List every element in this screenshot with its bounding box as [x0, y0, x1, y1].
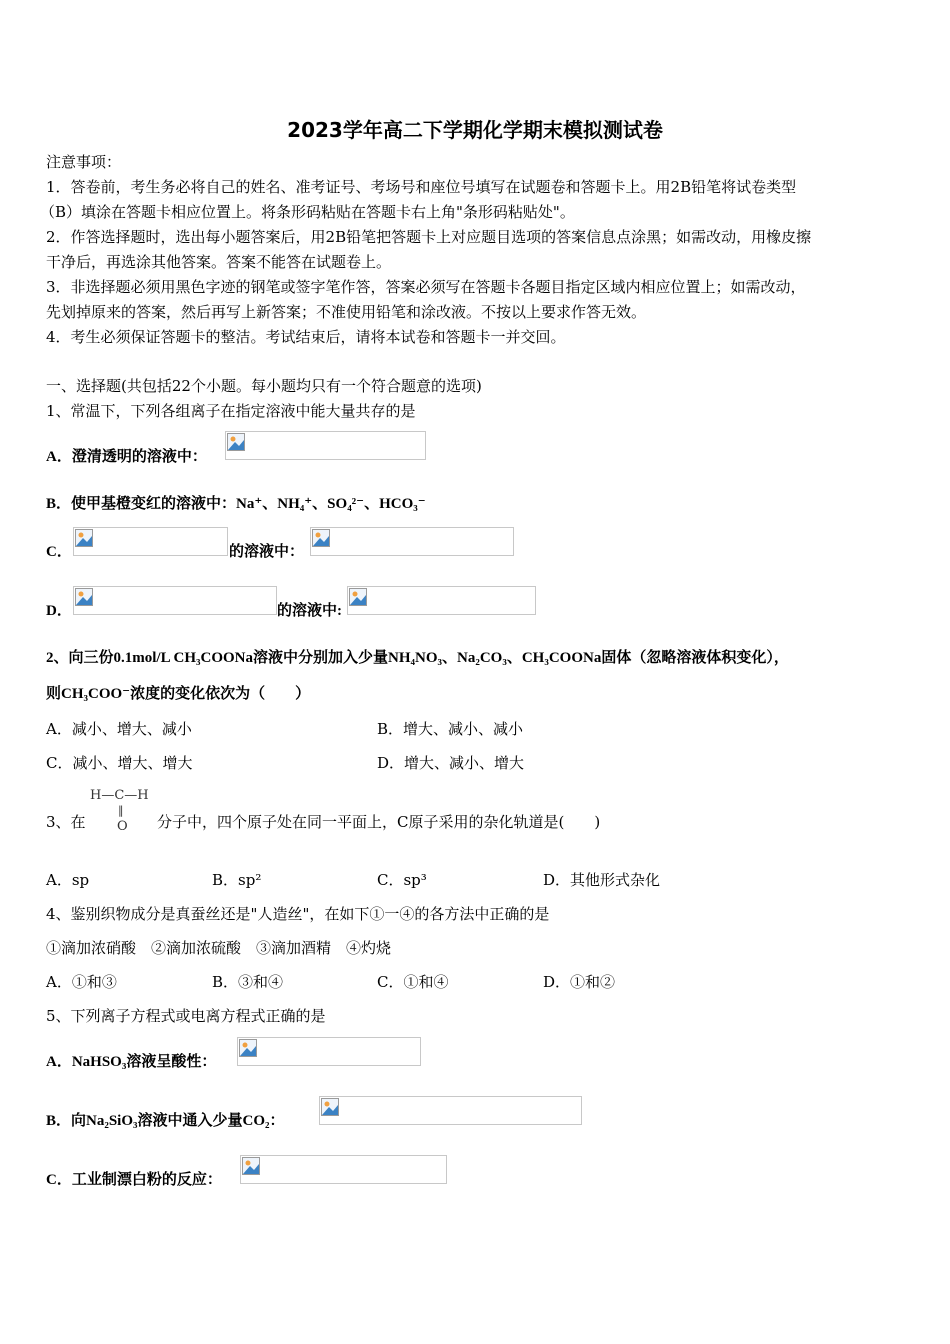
q5-option-a: A．NaHSO₃溶液呈酸性： [46, 1054, 217, 1070]
q4-option-d: D．①和② [543, 973, 616, 991]
q1-stem: 1、常温下，下列各组离子在指定溶液中能大量共存的是 [46, 402, 416, 420]
q1-option-c: C． [46, 544, 72, 560]
q5-stem: 5、下列离子方程式或电离方程式正确的是 [46, 1007, 326, 1025]
q3-option-d: D．其他形式杂化 [543, 871, 661, 889]
q5-c-equation-image [240, 1155, 447, 1184]
q4-option-b: B．③和④ [212, 973, 284, 991]
q1-option-a: A．澄清透明的溶液中： [46, 449, 207, 465]
q2-option-b: B．增大、减小、减小 [377, 720, 524, 738]
notice-line-6: 先划掉原来的答案，然后再写上新答案；不准使用铅笔和涂改液。不按以上要求作答无效。 [46, 303, 647, 321]
q1-d-formula-image-2 [347, 586, 536, 615]
q2-option-a: A．减小、增大、减小 [46, 720, 192, 738]
broken-image-icon [321, 1098, 339, 1116]
broken-image-icon [239, 1039, 257, 1057]
q2-stem-line-2: 则CH₃COO⁻浓度的变化依次为（ ） [46, 686, 311, 702]
q1-a-formula-image [225, 431, 426, 460]
notice-line-4: 干净后，再选涂其他答案。答案不能答在试题卷上。 [46, 253, 392, 271]
q1-d-formula-image-1 [73, 586, 277, 615]
q2-option-c: C．减小、增大、增大 [46, 754, 193, 772]
exam-title: 2023学年高二下学期化学期末模拟测试卷 [287, 118, 663, 142]
q4-option-a: A．①和③ [46, 973, 117, 991]
q1-c-formula-image-2 [310, 527, 514, 556]
formaldehyde-oxygen: O [117, 819, 128, 834]
q5-option-c: C．工业制漂白粉的反应： [46, 1172, 222, 1188]
broken-image-icon [75, 529, 93, 547]
q4-stem: 4、鉴别织物成分是真蚕丝还是"人造丝"，在如下①一④的各方法中正确的是 [46, 905, 550, 923]
q4-methods: ①滴加浓硝酸 ②滴加浓硫酸 ③滴加酒精 ④灼烧 [46, 939, 392, 957]
notice-line-5: 3．非选择题必须用黑色字迹的钢笔或签字笔作答，答案必须写在答题卡各题目指定区域内相应位置上；如需改动， [46, 278, 806, 296]
formaldehyde-structure-top: H—C—H [90, 788, 149, 803]
notice-line-7: 4．考生必须保证答题卡的整洁。考试结束后，请将本试卷和答题卡一并交回。 [46, 328, 566, 346]
q1-option-b [46, 494, 426, 514]
q1-c-formula-image-1 [73, 527, 228, 556]
q5-b-equation-image [319, 1096, 582, 1125]
q4-option-c: C．①和④ [377, 973, 449, 991]
q5-a-equation-image [237, 1037, 421, 1066]
q1-b-ions: Na⁺、NH₄⁺、SO₄²⁻、HCO₃⁻ [236, 496, 426, 512]
formaldehyde-double-bond: ‖ [118, 804, 124, 817]
q2-option-d: D．增大、减小、增大 [377, 754, 525, 772]
broken-image-icon [312, 529, 330, 547]
broken-image-icon [75, 588, 93, 606]
broken-image-icon [227, 433, 245, 451]
notice-line-3: 2．作答选择题时，选出每小题答案后，用2B铅笔把答题卡上对应题目选项的答案信息点涂黑；如需改动，用橡皮擦 [46, 228, 812, 246]
q3-stem-pre: 3、在 [46, 813, 86, 831]
q1-d-mid: 的溶液中: [277, 603, 342, 619]
q3-stem-post: 分子中，四个原子处在同一平面上，C原子采用的杂化轨道是( ) [157, 813, 601, 831]
q1-c-mid: 的溶液中： [229, 544, 305, 560]
section-heading: 一、选择题(共包括22个小题。每小题均只有一个符合题意的选项) [46, 377, 482, 395]
notice-line-2: （B）填涂在答题卡相应位置上。将条形码粘贴在答题卡右上角"条形码粘贴处"。 [40, 203, 575, 221]
q2-stem-line-1: 2、向三份0.1mol/L CH₃COONa溶液中分别加入少量NH₄NO₃、Na₂CO₃、CH₃COONa固体（忽略溶液体积变化）， [46, 650, 789, 666]
broken-image-icon [242, 1157, 260, 1175]
q3-option-a: A．sp [46, 871, 90, 889]
notice-line-1: 1．答卷前，考生务必将自己的姓名、准考证号、考场号和座位号填写在试题卷和答题卡上。用2B铅笔将试卷类型 [46, 178, 797, 196]
q3-option-b: B．sp² [212, 871, 262, 889]
q5-option-b: B．向Na₂SiO₃溶液中通入少量CO₂： [46, 1113, 285, 1129]
notice-heading: 注意事项： [46, 153, 122, 171]
q3-option-c: C．sp³ [377, 871, 427, 889]
q1-b-prefix: B．使甲基橙变红的溶液中： [46, 496, 237, 512]
q1-option-d: D． [46, 603, 72, 619]
broken-image-icon [349, 588, 367, 606]
